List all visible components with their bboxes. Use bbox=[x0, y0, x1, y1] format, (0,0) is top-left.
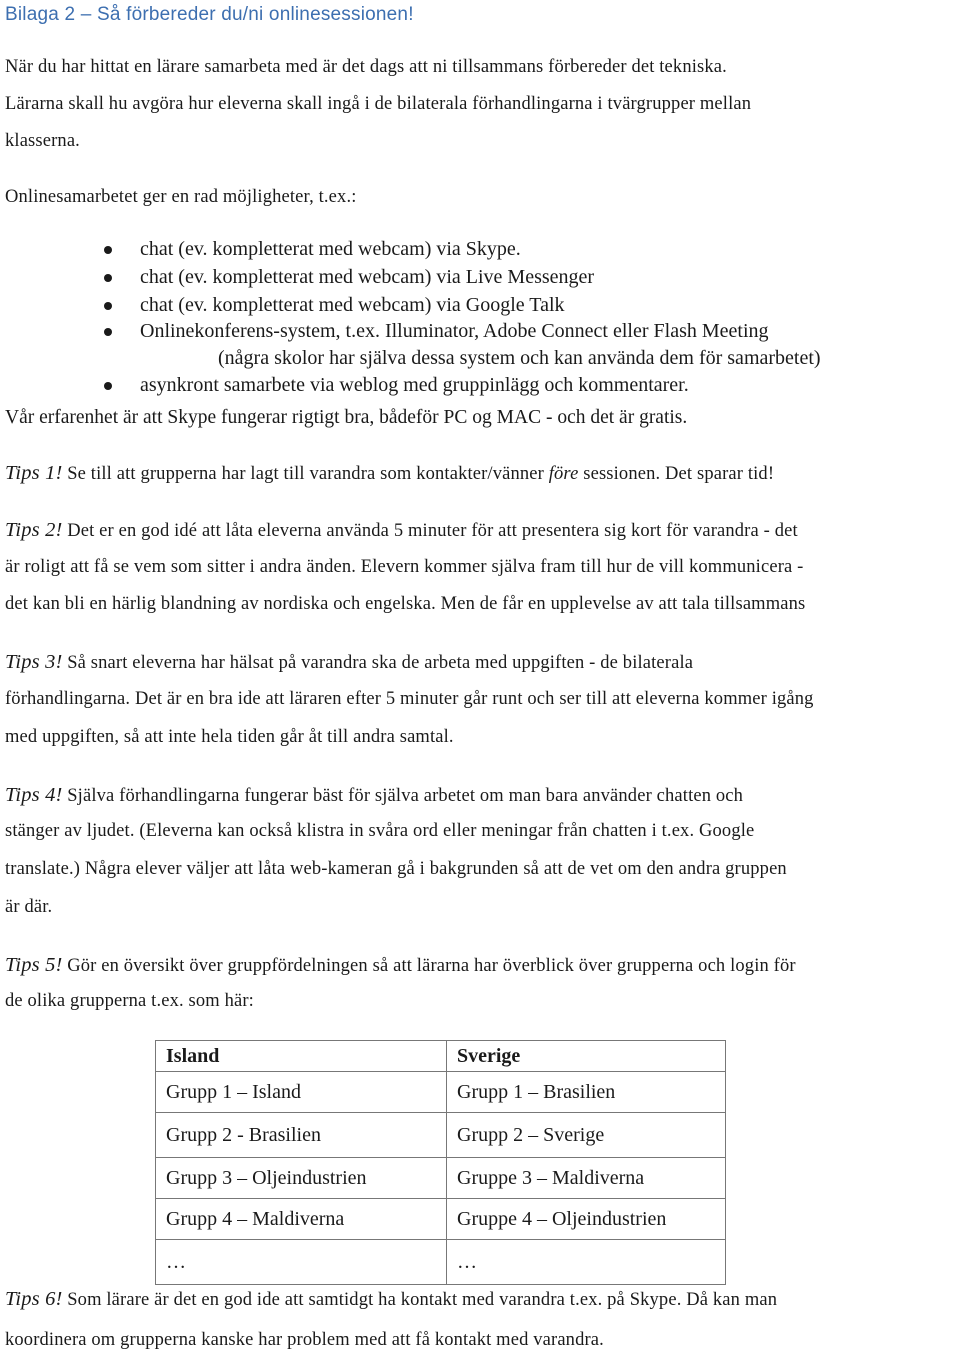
tip-4 bbox=[5, 784, 743, 807]
bullet-icon bbox=[104, 328, 112, 336]
tip-label: Tips 1! bbox=[5, 462, 63, 484]
tip-3-line-3: med uppgiften, så att inte hela tiden går åt till andra samtal. bbox=[5, 727, 454, 747]
table-cell: Grupp 2 – Sverige bbox=[447, 1113, 726, 1158]
table-cell: Gruppe 4 – Oljeindustrien bbox=[447, 1199, 726, 1240]
tip-text: sessionen. Det sparar tid! bbox=[578, 464, 775, 484]
tip-text: Själva förhandlingarna fungerar bäst för själva arbetet om man bara använder chatten och bbox=[62, 786, 744, 806]
tip-text: Som lärare är det en god ide att samtidgt ha kontakt med varandra t.ex. på Skype. Då kan man bbox=[62, 1290, 778, 1310]
tip-text: Se till att grupperna har lagt till varandra som kontakter/vänner bbox=[62, 464, 549, 484]
bullet-icon bbox=[104, 302, 112, 310]
intro-line-1: När du har hittat en lärare samarbeta med är det dags att ni tillsammans förbereder det tekniska. bbox=[5, 57, 727, 77]
tip-3-line-2: förhandlingarna. Det är en bra ide att läraren efter 5 minuter går runt och ser till att eleverna kommer igång bbox=[5, 689, 814, 709]
intro-line-3: klasserna. bbox=[5, 131, 80, 151]
list-item-text: chat (ev. kompletterat med webcam) via Live Messenger bbox=[140, 266, 595, 288]
table-header-row bbox=[156, 1041, 726, 1072]
tip-label: Tips 2! bbox=[5, 519, 63, 541]
tip-3 bbox=[5, 651, 693, 674]
bullet-icon bbox=[104, 246, 112, 254]
table-cell: Grupp 1 – Brasilien bbox=[447, 1072, 726, 1113]
list-item-text: chat (ev. kompletterat med webcam) via Skype. bbox=[140, 238, 521, 260]
tip-4-line-2: stänger av ljudet. (Eleverna kan också klistra in svåra ord eller meningar från chatten i t.ex. Google bbox=[5, 821, 755, 841]
tip-6 bbox=[5, 1288, 777, 1311]
experience-text: Vår erfarenhet är att Skype fungerar rigtigt bra, bådeför PC og MAC - och det är gratis. bbox=[5, 407, 688, 428]
table-row bbox=[156, 1199, 726, 1240]
intro-line-2: Lärarna skall hu avgöra hur eleverna skall ingå i de bilaterala förhandlingarna i tvärgrupper mellan bbox=[5, 94, 752, 114]
tip-4-line-4: är där. bbox=[5, 897, 53, 917]
bullet-icon bbox=[104, 274, 112, 282]
bullet-icon bbox=[104, 382, 112, 390]
list-item-continuation: (några skolor har själva dessa system och kan använda dem för samarbetet) bbox=[218, 347, 821, 369]
tip-emphasis: före bbox=[548, 464, 579, 484]
table-cell: … bbox=[156, 1240, 447, 1285]
list-item-text: Onlinekonferens-system, t.ex. Illuminator, Adobe Connect eller Flash Meeting bbox=[140, 320, 769, 342]
tip-1 bbox=[5, 462, 774, 485]
tip-2-line-3: det kan bli en härlig blandning av nordiska och engelska. Men de får en upplevelse av att tala tillsammans bbox=[5, 594, 806, 614]
table-cell: Grupp 1 – Island bbox=[156, 1072, 447, 1113]
tip-2-line-2: är roligt att få se vem som sitter i andra änden. Elevern kommer själva fram till hur de vill kommunicera - bbox=[5, 557, 804, 577]
table-cell: Grupp 3 – Oljeindustrien bbox=[156, 1158, 447, 1199]
tip-5-line-2: de olika grupperna t.ex. som här: bbox=[5, 991, 254, 1011]
list-item-text: chat (ev. kompletterat med webcam) via Google Talk bbox=[140, 294, 565, 316]
tip-5 bbox=[5, 954, 796, 977]
document-title: Bilaga 2 – Så förbereder du/ni onlinesessionen! bbox=[5, 4, 414, 25]
group-table bbox=[155, 1040, 726, 1285]
tip-6-line-2: koordinera om grupperna kanske har problem med att få kontakt med varandra. bbox=[5, 1330, 604, 1350]
table-cell: … bbox=[447, 1240, 726, 1285]
table-cell: Grupp 2 - Brasilien bbox=[156, 1113, 447, 1158]
table-row bbox=[156, 1158, 726, 1199]
intro-line-4: Onlinesamarbetet ger en rad möjligheter, t.ex.: bbox=[5, 187, 357, 207]
tip-text: Gör en översikt över gruppfördelningen så att lärarna har överblick över grupperna och login för bbox=[62, 956, 796, 976]
tip-label: Tips 5! bbox=[5, 954, 63, 976]
table-cell: Grupp 4 – Maldiverna bbox=[156, 1199, 447, 1240]
table-header-cell: Sverige bbox=[447, 1041, 726, 1072]
list-item-text: asynkront samarbete via weblog med gruppinlägg och kommentarer. bbox=[140, 374, 689, 396]
tip-label: Tips 6! bbox=[5, 1288, 63, 1310]
table-row bbox=[156, 1113, 726, 1158]
tip-2 bbox=[5, 519, 798, 542]
table-header-cell: Island bbox=[156, 1041, 447, 1072]
tip-4-line-3: translate.) Några elever väljer att låta web-kameran gå i bakgrunden så att de vet om den andra gruppen bbox=[5, 859, 787, 879]
tip-text: Så snart eleverna har hälsat på varandra ska de arbeta med uppgiften - de bilaterala bbox=[62, 653, 694, 673]
table-row bbox=[156, 1240, 726, 1285]
tip-label: Tips 4! bbox=[5, 784, 63, 806]
tip-label: Tips 3! bbox=[5, 651, 63, 673]
tip-text: Det er en god idé att låta eleverna använda 5 minuter för att presentera sig kort för varandra - det bbox=[62, 521, 798, 541]
table-row bbox=[156, 1072, 726, 1113]
table-cell: Gruppe 3 – Maldiverna bbox=[447, 1158, 726, 1199]
